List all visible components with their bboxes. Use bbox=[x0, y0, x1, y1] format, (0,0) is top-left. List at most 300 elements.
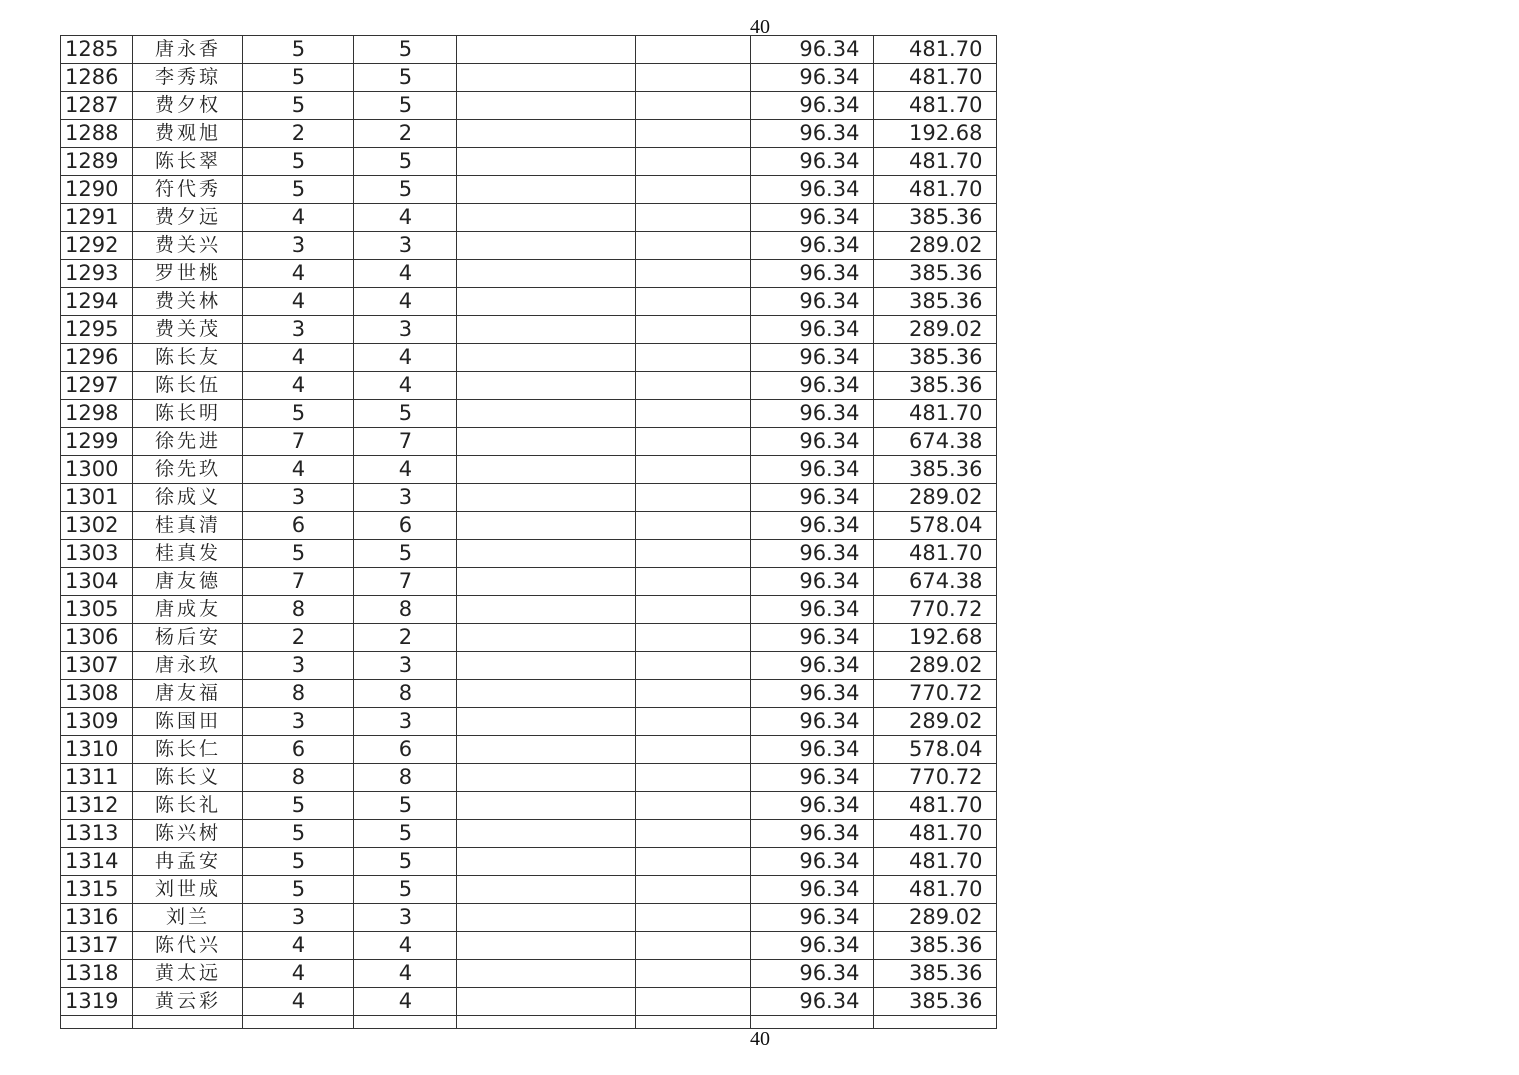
row-blank-c bbox=[457, 260, 636, 288]
row-amount: 481.70 bbox=[874, 148, 997, 176]
row-id: 1314 bbox=[61, 848, 133, 876]
table-row bbox=[61, 120, 997, 148]
row-blank-c bbox=[457, 400, 636, 428]
row-id: 1291 bbox=[61, 204, 133, 232]
row-rate: 96.34 bbox=[751, 316, 874, 344]
row-count-a: 5 bbox=[243, 792, 354, 820]
row-name: 杨后安 bbox=[133, 624, 243, 652]
table-row bbox=[61, 932, 997, 960]
empty-cell bbox=[133, 1016, 243, 1029]
row-blank-c bbox=[457, 932, 636, 960]
row-count-a: 4 bbox=[243, 988, 354, 1016]
table-row bbox=[61, 904, 997, 932]
row-rate: 96.34 bbox=[751, 400, 874, 428]
row-name: 陈长仁 bbox=[133, 736, 243, 764]
row-rate: 96.34 bbox=[751, 848, 874, 876]
row-amount: 481.70 bbox=[874, 820, 997, 848]
row-id: 1319 bbox=[61, 988, 133, 1016]
row-rate: 96.34 bbox=[751, 680, 874, 708]
row-name: 唐友福 bbox=[133, 680, 243, 708]
row-name: 罗世桃 bbox=[133, 260, 243, 288]
row-rate: 96.34 bbox=[751, 288, 874, 316]
row-rate: 96.34 bbox=[751, 204, 874, 232]
row-blank-d bbox=[636, 232, 751, 260]
row-count-b: 3 bbox=[354, 484, 457, 512]
row-name: 刘世成 bbox=[133, 876, 243, 904]
row-amount: 289.02 bbox=[874, 316, 997, 344]
table-row bbox=[61, 960, 997, 988]
table-row bbox=[61, 428, 997, 456]
row-name: 徐先玖 bbox=[133, 456, 243, 484]
row-id: 1318 bbox=[61, 960, 133, 988]
row-blank-d bbox=[636, 680, 751, 708]
row-count-a: 5 bbox=[243, 876, 354, 904]
row-amount: 385.36 bbox=[874, 456, 997, 484]
row-count-a: 3 bbox=[243, 232, 354, 260]
row-rate: 96.34 bbox=[751, 148, 874, 176]
row-blank-d bbox=[636, 204, 751, 232]
row-amount: 481.70 bbox=[874, 64, 997, 92]
row-rate: 96.34 bbox=[751, 960, 874, 988]
row-rate: 96.34 bbox=[751, 820, 874, 848]
row-blank-d bbox=[636, 708, 751, 736]
row-count-b: 4 bbox=[354, 960, 457, 988]
row-blank-c bbox=[457, 148, 636, 176]
row-blank-c bbox=[457, 316, 636, 344]
row-rate: 96.34 bbox=[751, 764, 874, 792]
row-count-a: 3 bbox=[243, 316, 354, 344]
row-amount: 770.72 bbox=[874, 680, 997, 708]
table-row bbox=[61, 288, 997, 316]
row-id: 1298 bbox=[61, 400, 133, 428]
row-name: 唐友德 bbox=[133, 568, 243, 596]
row-blank-c bbox=[457, 764, 636, 792]
row-amount: 289.02 bbox=[874, 904, 997, 932]
row-blank-d bbox=[636, 260, 751, 288]
row-count-b: 8 bbox=[354, 764, 457, 792]
table-row bbox=[61, 876, 997, 904]
row-id: 1295 bbox=[61, 316, 133, 344]
row-amount: 674.38 bbox=[874, 568, 997, 596]
row-amount: 192.68 bbox=[874, 624, 997, 652]
row-rate: 96.34 bbox=[751, 92, 874, 120]
row-name: 黄云彩 bbox=[133, 988, 243, 1016]
row-blank-d bbox=[636, 148, 751, 176]
row-blank-d bbox=[636, 988, 751, 1016]
table-row bbox=[61, 92, 997, 120]
row-count-a: 5 bbox=[243, 400, 354, 428]
empty-cell bbox=[61, 1016, 133, 1029]
row-count-a: 3 bbox=[243, 652, 354, 680]
row-name: 冉孟安 bbox=[133, 848, 243, 876]
row-name: 陈长礼 bbox=[133, 792, 243, 820]
row-id: 1317 bbox=[61, 932, 133, 960]
row-count-b: 8 bbox=[354, 680, 457, 708]
row-name: 费观旭 bbox=[133, 120, 243, 148]
row-count-b: 8 bbox=[354, 596, 457, 624]
row-rate: 96.34 bbox=[751, 876, 874, 904]
row-rate: 96.34 bbox=[751, 624, 874, 652]
row-id: 1303 bbox=[61, 540, 133, 568]
table-row bbox=[61, 64, 997, 92]
row-count-a: 4 bbox=[243, 260, 354, 288]
row-count-a: 6 bbox=[243, 736, 354, 764]
row-amount: 481.70 bbox=[874, 92, 997, 120]
row-count-b: 4 bbox=[354, 204, 457, 232]
row-blank-c bbox=[457, 484, 636, 512]
row-count-b: 4 bbox=[354, 932, 457, 960]
row-id: 1310 bbox=[61, 736, 133, 764]
row-name: 费夕权 bbox=[133, 92, 243, 120]
row-count-a: 5 bbox=[243, 64, 354, 92]
row-blank-c bbox=[457, 540, 636, 568]
row-name: 唐永香 bbox=[133, 36, 243, 64]
table-row bbox=[61, 652, 997, 680]
row-count-a: 4 bbox=[243, 372, 354, 400]
row-id: 1296 bbox=[61, 344, 133, 372]
row-id: 1285 bbox=[61, 36, 133, 64]
row-rate: 96.34 bbox=[751, 540, 874, 568]
row-blank-c bbox=[457, 92, 636, 120]
row-id: 1308 bbox=[61, 680, 133, 708]
row-blank-c bbox=[457, 36, 636, 64]
row-id: 1302 bbox=[61, 512, 133, 540]
row-amount: 481.70 bbox=[874, 176, 997, 204]
row-name: 费夕远 bbox=[133, 204, 243, 232]
row-amount: 385.36 bbox=[874, 344, 997, 372]
row-blank-d bbox=[636, 36, 751, 64]
row-id: 1309 bbox=[61, 708, 133, 736]
row-count-b: 5 bbox=[354, 820, 457, 848]
row-count-b: 3 bbox=[354, 316, 457, 344]
table-row bbox=[61, 568, 997, 596]
table-row bbox=[61, 176, 997, 204]
row-rate: 96.34 bbox=[751, 652, 874, 680]
row-id: 1311 bbox=[61, 764, 133, 792]
row-amount: 385.36 bbox=[874, 372, 997, 400]
row-blank-d bbox=[636, 176, 751, 204]
row-id: 1288 bbox=[61, 120, 133, 148]
row-count-a: 2 bbox=[243, 120, 354, 148]
empty-cell bbox=[354, 1016, 457, 1029]
row-name: 陈长翠 bbox=[133, 148, 243, 176]
row-count-a: 4 bbox=[243, 960, 354, 988]
row-blank-d bbox=[636, 512, 751, 540]
row-name: 陈国田 bbox=[133, 708, 243, 736]
row-id: 1293 bbox=[61, 260, 133, 288]
row-id: 1306 bbox=[61, 624, 133, 652]
table-row bbox=[61, 596, 997, 624]
row-id: 1299 bbox=[61, 428, 133, 456]
row-id: 1294 bbox=[61, 288, 133, 316]
row-rate: 96.34 bbox=[751, 484, 874, 512]
table-row bbox=[61, 484, 997, 512]
row-blank-d bbox=[636, 428, 751, 456]
empty-cell bbox=[636, 1016, 751, 1029]
row-name: 符代秀 bbox=[133, 176, 243, 204]
row-amount: 770.72 bbox=[874, 764, 997, 792]
row-amount: 289.02 bbox=[874, 708, 997, 736]
row-amount: 385.36 bbox=[874, 988, 997, 1016]
row-blank-c bbox=[457, 792, 636, 820]
row-count-b: 2 bbox=[354, 120, 457, 148]
row-count-a: 7 bbox=[243, 568, 354, 596]
row-rate: 96.34 bbox=[751, 736, 874, 764]
table-row bbox=[61, 764, 997, 792]
row-count-b: 6 bbox=[354, 736, 457, 764]
table-row bbox=[61, 148, 997, 176]
row-rate: 96.34 bbox=[751, 932, 874, 960]
row-rate: 96.34 bbox=[751, 372, 874, 400]
row-count-a: 5 bbox=[243, 176, 354, 204]
table-row bbox=[61, 820, 997, 848]
row-name: 黄太远 bbox=[133, 960, 243, 988]
row-name: 陈长伍 bbox=[133, 372, 243, 400]
table-row bbox=[61, 792, 997, 820]
row-count-a: 8 bbox=[243, 764, 354, 792]
table-row bbox=[61, 260, 997, 288]
row-name: 李秀琼 bbox=[133, 64, 243, 92]
row-amount: 481.70 bbox=[874, 792, 997, 820]
row-count-b: 5 bbox=[354, 400, 457, 428]
table-row bbox=[61, 456, 997, 484]
row-blank-d bbox=[636, 792, 751, 820]
row-name: 费关林 bbox=[133, 288, 243, 316]
row-blank-c bbox=[457, 680, 636, 708]
ledger-body bbox=[61, 36, 997, 1029]
row-blank-c bbox=[457, 428, 636, 456]
row-amount: 385.36 bbox=[874, 288, 997, 316]
row-blank-d bbox=[636, 568, 751, 596]
row-name: 陈代兴 bbox=[133, 932, 243, 960]
row-count-a: 8 bbox=[243, 596, 354, 624]
row-blank-c bbox=[457, 708, 636, 736]
row-count-a: 2 bbox=[243, 624, 354, 652]
row-count-b: 5 bbox=[354, 792, 457, 820]
row-amount: 385.36 bbox=[874, 960, 997, 988]
row-blank-c bbox=[457, 64, 636, 92]
row-count-b: 7 bbox=[354, 428, 457, 456]
row-blank-c bbox=[457, 372, 636, 400]
row-amount: 770.72 bbox=[874, 596, 997, 624]
ledger-table bbox=[60, 35, 997, 1029]
row-count-a: 4 bbox=[243, 288, 354, 316]
row-count-b: 3 bbox=[354, 904, 457, 932]
row-rate: 96.34 bbox=[751, 904, 874, 932]
row-name: 费关兴 bbox=[133, 232, 243, 260]
row-amount: 578.04 bbox=[874, 736, 997, 764]
row-count-b: 4 bbox=[354, 988, 457, 1016]
row-blank-d bbox=[636, 92, 751, 120]
row-blank-c bbox=[457, 904, 636, 932]
row-count-a: 5 bbox=[243, 820, 354, 848]
row-count-b: 2 bbox=[354, 624, 457, 652]
empty-cell bbox=[243, 1016, 354, 1029]
row-blank-d bbox=[636, 456, 751, 484]
row-blank-d bbox=[636, 736, 751, 764]
row-count-b: 3 bbox=[354, 652, 457, 680]
row-count-b: 5 bbox=[354, 36, 457, 64]
row-blank-c bbox=[457, 988, 636, 1016]
row-blank-d bbox=[636, 316, 751, 344]
row-blank-c bbox=[457, 512, 636, 540]
table-row bbox=[61, 736, 997, 764]
row-name: 费关茂 bbox=[133, 316, 243, 344]
row-rate: 96.34 bbox=[751, 64, 874, 92]
row-id: 1292 bbox=[61, 232, 133, 260]
row-count-a: 6 bbox=[243, 512, 354, 540]
table-row bbox=[61, 988, 997, 1016]
row-amount: 192.68 bbox=[874, 120, 997, 148]
row-id: 1297 bbox=[61, 372, 133, 400]
row-id: 1316 bbox=[61, 904, 133, 932]
row-count-b: 3 bbox=[354, 232, 457, 260]
row-blank-c bbox=[457, 960, 636, 988]
row-blank-d bbox=[636, 932, 751, 960]
table-row bbox=[61, 316, 997, 344]
row-blank-d bbox=[636, 596, 751, 624]
row-blank-c bbox=[457, 820, 636, 848]
row-count-b: 4 bbox=[354, 456, 457, 484]
row-amount: 289.02 bbox=[874, 232, 997, 260]
table-row-empty bbox=[61, 1016, 997, 1029]
row-blank-d bbox=[636, 120, 751, 148]
row-name: 陈长友 bbox=[133, 344, 243, 372]
row-amount: 578.04 bbox=[874, 512, 997, 540]
row-id: 1301 bbox=[61, 484, 133, 512]
empty-cell bbox=[751, 1016, 874, 1029]
row-count-a: 4 bbox=[243, 344, 354, 372]
row-id: 1287 bbox=[61, 92, 133, 120]
row-count-a: 4 bbox=[243, 932, 354, 960]
row-rate: 96.34 bbox=[751, 708, 874, 736]
row-rate: 96.34 bbox=[751, 260, 874, 288]
row-count-a: 5 bbox=[243, 92, 354, 120]
table-row bbox=[61, 372, 997, 400]
row-count-a: 8 bbox=[243, 680, 354, 708]
row-id: 1304 bbox=[61, 568, 133, 596]
row-blank-d bbox=[636, 848, 751, 876]
row-amount: 385.36 bbox=[874, 204, 997, 232]
row-name: 桂真发 bbox=[133, 540, 243, 568]
row-count-b: 4 bbox=[354, 372, 457, 400]
table-row bbox=[61, 36, 997, 64]
row-rate: 96.34 bbox=[751, 792, 874, 820]
row-name: 徐成义 bbox=[133, 484, 243, 512]
table-row bbox=[61, 512, 997, 540]
row-blank-d bbox=[636, 764, 751, 792]
row-blank-c bbox=[457, 876, 636, 904]
row-name: 刘兰 bbox=[133, 904, 243, 932]
row-blank-c bbox=[457, 344, 636, 372]
row-count-b: 5 bbox=[354, 64, 457, 92]
row-count-b: 5 bbox=[354, 92, 457, 120]
row-amount: 385.36 bbox=[874, 260, 997, 288]
row-amount: 481.70 bbox=[874, 36, 997, 64]
table-row bbox=[61, 232, 997, 260]
row-blank-c bbox=[457, 736, 636, 764]
row-amount: 385.36 bbox=[874, 932, 997, 960]
row-count-a: 5 bbox=[243, 36, 354, 64]
row-name: 徐先进 bbox=[133, 428, 243, 456]
empty-cell bbox=[457, 1016, 636, 1029]
row-count-b: 5 bbox=[354, 848, 457, 876]
row-name: 唐成友 bbox=[133, 596, 243, 624]
row-count-b: 5 bbox=[354, 176, 457, 204]
page-number-bottom: 40 bbox=[750, 1028, 770, 1050]
row-blank-c bbox=[457, 596, 636, 624]
row-name: 陈长明 bbox=[133, 400, 243, 428]
row-blank-c bbox=[457, 204, 636, 232]
row-rate: 96.34 bbox=[751, 988, 874, 1016]
row-id: 1307 bbox=[61, 652, 133, 680]
row-id: 1300 bbox=[61, 456, 133, 484]
table-row bbox=[61, 344, 997, 372]
table-row bbox=[61, 848, 997, 876]
row-blank-d bbox=[636, 624, 751, 652]
row-blank-c bbox=[457, 624, 636, 652]
row-blank-c bbox=[457, 232, 636, 260]
table-row bbox=[61, 708, 997, 736]
row-count-b: 5 bbox=[354, 876, 457, 904]
row-blank-d bbox=[636, 876, 751, 904]
row-count-a: 5 bbox=[243, 540, 354, 568]
row-blank-c bbox=[457, 120, 636, 148]
row-amount: 481.70 bbox=[874, 848, 997, 876]
row-blank-d bbox=[636, 344, 751, 372]
row-count-a: 5 bbox=[243, 848, 354, 876]
row-rate: 96.34 bbox=[751, 512, 874, 540]
row-blank-d bbox=[636, 400, 751, 428]
row-id: 1313 bbox=[61, 820, 133, 848]
row-rate: 96.34 bbox=[751, 428, 874, 456]
row-amount: 481.70 bbox=[874, 540, 997, 568]
row-count-a: 3 bbox=[243, 708, 354, 736]
row-count-b: 6 bbox=[354, 512, 457, 540]
row-blank-d bbox=[636, 652, 751, 680]
row-blank-d bbox=[636, 960, 751, 988]
row-count-b: 5 bbox=[354, 148, 457, 176]
row-count-a: 4 bbox=[243, 204, 354, 232]
row-name: 陈长义 bbox=[133, 764, 243, 792]
row-count-a: 5 bbox=[243, 148, 354, 176]
table-row bbox=[61, 540, 997, 568]
row-count-b: 7 bbox=[354, 568, 457, 596]
row-rate: 96.34 bbox=[751, 344, 874, 372]
row-rate: 96.34 bbox=[751, 596, 874, 624]
row-id: 1290 bbox=[61, 176, 133, 204]
row-rate: 96.34 bbox=[751, 176, 874, 204]
row-amount: 289.02 bbox=[874, 484, 997, 512]
row-blank-c bbox=[457, 652, 636, 680]
row-count-b: 3 bbox=[354, 708, 457, 736]
row-blank-c bbox=[457, 288, 636, 316]
row-blank-c bbox=[457, 848, 636, 876]
row-count-a: 4 bbox=[243, 456, 354, 484]
row-count-a: 7 bbox=[243, 428, 354, 456]
row-count-b: 5 bbox=[354, 540, 457, 568]
row-blank-c bbox=[457, 456, 636, 484]
row-blank-d bbox=[636, 372, 751, 400]
row-name: 桂真清 bbox=[133, 512, 243, 540]
row-blank-d bbox=[636, 904, 751, 932]
row-rate: 96.34 bbox=[751, 120, 874, 148]
row-count-b: 4 bbox=[354, 288, 457, 316]
row-rate: 96.34 bbox=[751, 568, 874, 596]
table-row bbox=[61, 680, 997, 708]
row-rate: 96.34 bbox=[751, 232, 874, 260]
row-blank-c bbox=[457, 176, 636, 204]
